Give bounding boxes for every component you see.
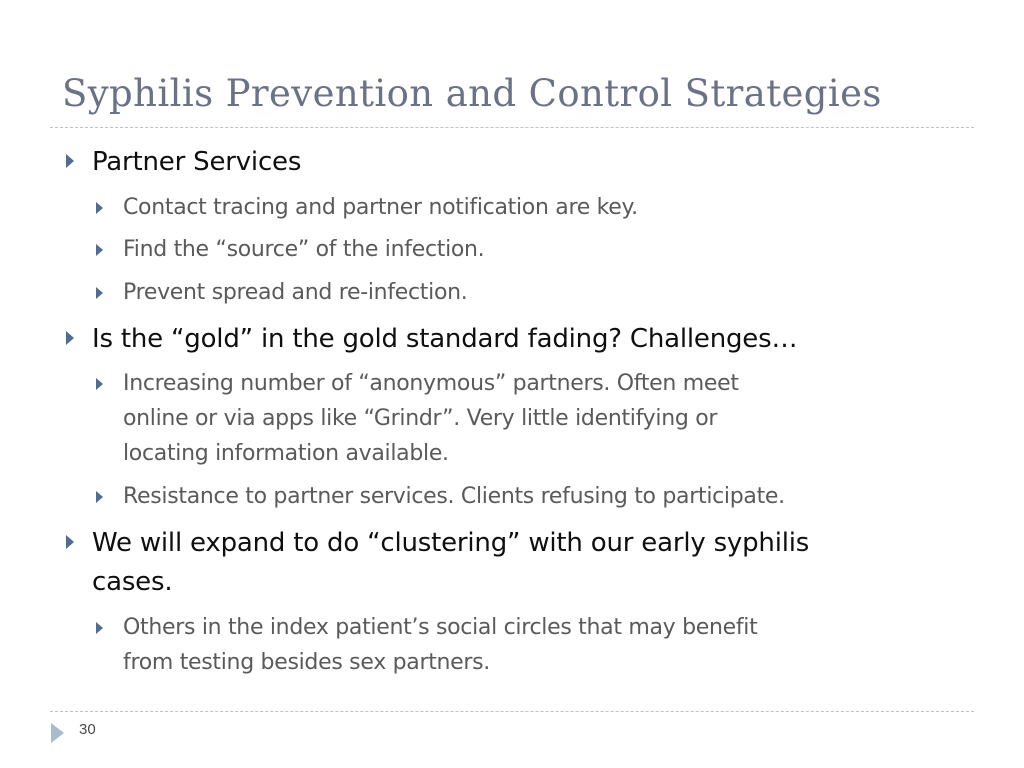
footer-divider (50, 711, 974, 712)
bullet-arrow-icon (66, 331, 74, 345)
sub-bullet-prevent-spread: Prevent spread and re-infection. (123, 280, 468, 305)
sub-bullet-anonymous-partners-line2: online or via apps like “Grindr”. Very little identifying or (123, 406, 718, 431)
bullet-gold-standard: Is the “gold” in the gold standard fading? Challenges… (92, 324, 798, 354)
sub-bullet-anonymous-partners-line3: locating information available. (123, 441, 449, 466)
sub-bullet-social-circles-line1: Others in the index patient’s social circles that may benefit (123, 615, 758, 640)
sub-bullet-find-source: Find the “source” of the infection. (123, 237, 485, 262)
bullet-arrow-icon (66, 535, 74, 549)
bullet-partner-services: Partner Services (92, 147, 302, 177)
slide-title: Syphilis Prevention and Control Strategies (62, 72, 882, 115)
sub-bullet-arrow-icon (96, 287, 103, 299)
bullet-clustering-line1: We will expand to do “clustering” with our early syphilis (92, 528, 810, 558)
bullet-arrow-icon (66, 154, 74, 168)
sub-bullet-contact-tracing: Contact tracing and partner notification are key. (123, 195, 638, 220)
sub-bullet-arrow-icon (96, 244, 103, 256)
bullet-clustering-line2: cases. (92, 567, 173, 597)
sub-bullet-arrow-icon (96, 622, 103, 634)
sub-bullet-anonymous-partners-line1: Increasing number of “anonymous” partners. Often meet (123, 371, 739, 396)
page-number: 30 (79, 721, 96, 738)
sub-bullet-arrow-icon (96, 202, 103, 214)
sub-bullet-resistance: Resistance to partner services. Clients refusing to participate. (123, 484, 785, 509)
sub-bullet-social-circles-line2: from testing besides sex partners. (123, 650, 491, 675)
footer-arrow-icon (51, 723, 64, 743)
sub-bullet-arrow-icon (96, 378, 103, 390)
sub-bullet-arrow-icon (96, 491, 103, 503)
